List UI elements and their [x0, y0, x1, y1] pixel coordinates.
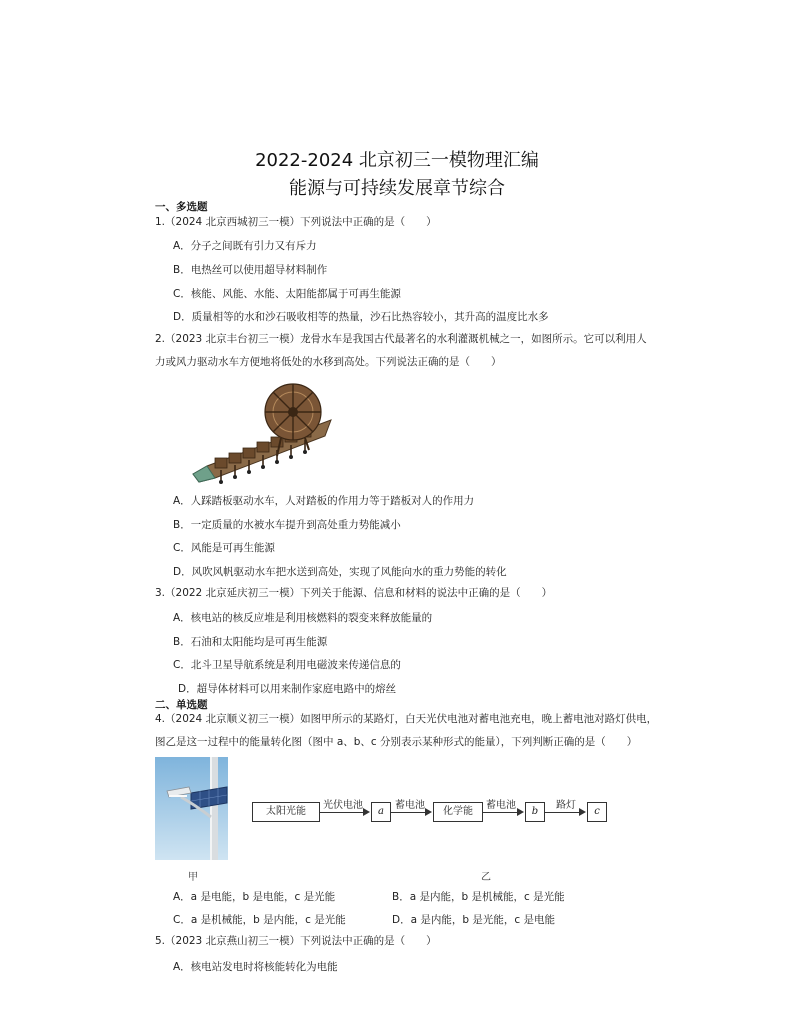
- flow-arrow-head-4: [579, 808, 586, 816]
- flow-box-solar-light-energy: 太阳光能: [252, 802, 320, 822]
- flow-box-chemical-energy: 化学能: [433, 802, 483, 822]
- flow-box-a: a: [371, 802, 391, 822]
- flow-arrow-line-2: [391, 812, 425, 813]
- question-2-stem-line-2: 力或风力驱动水车方便地将低处的水移到高处。下列说法正确的是（ ）: [155, 356, 502, 368]
- question-4-option-a: A．a 是电能，b 是电能，c 是光能: [173, 891, 336, 903]
- page-title: 2022-2024 北京初三一模物理汇编: [255, 150, 539, 171]
- question-4-stem-line-1: 4.（2024 北京顺义初三一模）如图甲所示的某路灯，白天光伏电池对蓄电池充电，晚上蓄电池对路灯供电，: [155, 713, 658, 725]
- flow-label-battery-2: 蓄电池: [486, 800, 516, 811]
- flow-arrow-head-1: [363, 808, 370, 816]
- flow-arrow-head-2: [425, 808, 432, 816]
- question-4-option-c: C．a 是机械能，b 是内能，c 是光能: [173, 914, 346, 926]
- flow-label-battery-1: 蓄电池: [395, 800, 425, 811]
- question-1-option-d: D．质量相等的水和沙石吸收相等的热量，沙石比热容较小，其升高的温度比水多: [173, 311, 549, 323]
- question-3-stem: 3.（2022 北京延庆初三一模）下列关于能源、信息和材料的说法中正确的是（ ）: [155, 587, 553, 599]
- flow-arrow-head-3: [517, 808, 524, 816]
- section-heading-single-choice: 二、单选题: [155, 699, 208, 711]
- flow-label-pv-cell: 光伏电池: [323, 800, 363, 811]
- question-4-option-d: D．a 是内能，b 是光能，c 是电能: [392, 914, 555, 926]
- question-5-option-a: A．核电站发电时将核能转化为电能: [173, 961, 338, 973]
- question-2-option-c: C．风能是可再生能源: [173, 542, 275, 554]
- question-2-option-b: B．一定质量的水被水车提升到高处重力势能减小: [173, 519, 401, 531]
- question-2-stem-line-1: 2.（2023 北京丰台初三一模）龙骨水车是我国古代最著名的水利灌溉机械之一，如图所示。它可以利用人: [155, 333, 647, 345]
- street-lamp-photo: [155, 757, 228, 860]
- section-heading-multiple-choice: 一、多选题: [155, 201, 208, 213]
- flow-arrow-line-3: [483, 812, 517, 813]
- question-2-option-a: A．人踩踏板驱动水车，人对踏板的作用力等于踏板对人的作用力: [173, 495, 475, 507]
- flow-box-c: c: [587, 802, 607, 822]
- question-1-option-b: B．电热丝可以使用超导材料制作: [173, 264, 328, 276]
- question-3-option-d: D．超导体材料可以用来制作家庭电路中的熔丝: [178, 683, 397, 695]
- question-3-option-b: B．石油和太阳能均是可再生能源: [173, 636, 328, 648]
- question-3-option-c: C．北斗卫星导航系统是利用电磁波来传递信息的: [173, 659, 401, 671]
- flow-arrow-line-1: [320, 812, 363, 813]
- question-4-option-b: B．a 是内能，b 是机械能，c 是光能: [392, 891, 565, 903]
- water-wheel-figure: [185, 378, 335, 488]
- question-1-option-a: A．分子之间既有引力又有斥力: [173, 240, 317, 252]
- question-1-option-c: C．核能、风能、水能、太阳能都属于可再生能源: [173, 288, 401, 300]
- question-5-stem: 5.（2023 北京燕山初三一模）下列说法中正确的是（ ）: [155, 935, 437, 947]
- question-1-stem: 1.（2024 北京西城初三一模）下列说法中正确的是（ ）: [155, 216, 437, 228]
- figure-yi-caption: 乙: [481, 872, 491, 883]
- page-subtitle: 能源与可持续发展章节综合: [289, 178, 505, 199]
- question-3-option-a: A．核电站的核反应堆是利用核燃料的裂变来释放能量的: [173, 612, 433, 624]
- flow-box-b: b: [525, 802, 545, 822]
- flow-label-street-lamp: 路灯: [556, 800, 576, 811]
- question-2-option-d: D．风吹风帆驱动水车把水送到高处，实现了风能向水的重力势能的转化: [173, 566, 507, 578]
- figure-jia-caption: 甲: [188, 872, 198, 883]
- question-4-stem-line-2: 图乙是这一过程中的能量转化图（图中 a、b、c 分别表示某种形式的能量），下列判断正确的是（ ）: [155, 736, 638, 748]
- flow-arrow-line-4: [545, 812, 579, 813]
